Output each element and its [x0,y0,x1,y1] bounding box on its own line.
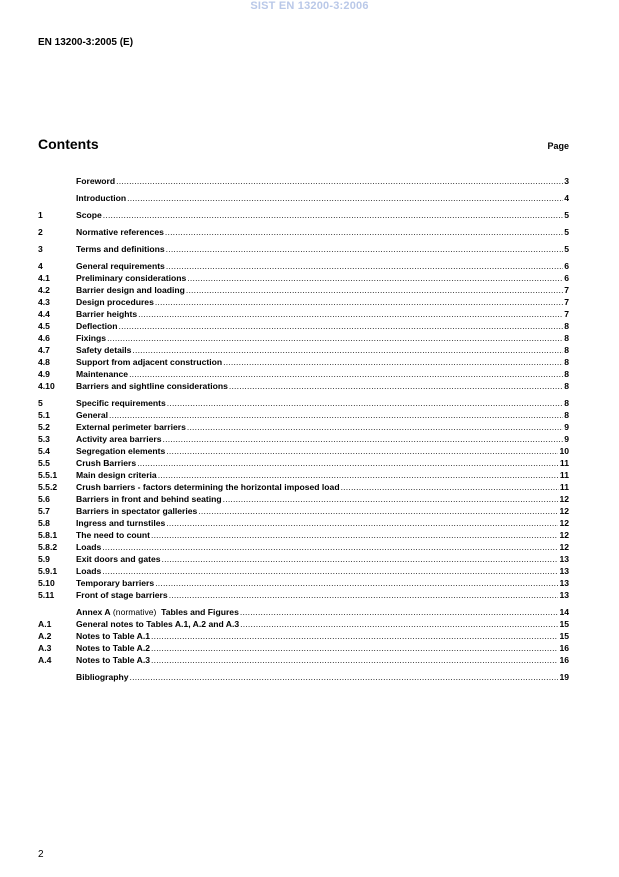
toc-dot-leader [116,175,563,187]
document-id: EN 13200-3:2005 (E) [38,37,134,48]
toc-entry-title-wrap [76,445,165,457]
toc-entry-page: 11 [559,458,569,468]
toc-entry[interactable] [38,553,569,565]
toc-entry-title-wrap [76,529,150,541]
toc-entry-title: Notes to Table A.1 [76,631,151,641]
toc-entry[interactable] [38,589,569,601]
toc-dot-leader [102,541,558,553]
toc-entry-title-wrap [76,577,154,589]
toc-entry[interactable] [38,541,569,553]
toc-entry-page: 11 [559,482,569,492]
toc-entry-title-wrap [76,565,101,577]
toc-entry[interactable] [38,296,569,308]
toc-entry[interactable] [38,344,569,356]
toc-dot-leader [198,505,558,517]
toc-entry-number: A.2 [38,631,52,641]
toc-entry-page: 6 [564,273,569,283]
toc-entry-title: Crush Barriers [76,458,137,468]
toc-entry-page: 13 [559,590,569,600]
toc-group [38,209,569,221]
toc-entry-title: Main design criteria [76,470,157,480]
toc-entry-page: 6 [564,261,569,271]
toc-entry-title-wrap [76,368,128,380]
toc-entry[interactable] [38,380,569,392]
toc-entry[interactable] [38,577,569,589]
toc-entry[interactable] [38,445,569,457]
toc-entry[interactable] [38,505,569,517]
toc-entry-title-wrap [76,517,165,529]
toc-entry-page: 12 [559,506,569,516]
toc-dot-leader [166,243,564,255]
toc-entry-page: 8 [564,345,569,355]
toc-entry-title-wrap [76,175,115,187]
toc-entry[interactable] [38,421,569,433]
toc-entry-title-wrap [76,356,222,368]
toc-group [38,175,569,187]
toc-entry-title-wrap [76,397,166,409]
toc-entry[interactable] [38,481,569,493]
toc-entry[interactable] [38,320,569,332]
toc-entry[interactable] [38,243,569,255]
toc-dot-leader [103,209,563,221]
toc-dot-leader [341,481,559,493]
toc-entry-number: 5.8 [38,518,50,528]
toc-dot-leader [186,284,563,296]
toc-entry[interactable] [38,308,569,320]
toc-entry-page: 15 [559,619,569,629]
toc-entry[interactable] [38,260,569,272]
toc-entry[interactable] [38,284,569,296]
toc-entry-title: Barriers in front and behind seating [76,494,222,504]
toc-entry-title: Design procedures [76,297,154,307]
toc-entry-number: 5.8.1 [38,530,58,540]
toc-dot-leader [229,380,563,392]
toc-entry-title: Support from adjacent construction [76,357,223,367]
toc-entry-number: 5.10 [38,578,55,588]
toc-dot-leader [155,577,558,589]
toc-dot-leader [151,630,558,642]
toc-entry-title: Deflection [76,321,118,331]
toc-entry-page: 16 [559,643,569,653]
toc-entry-title-wrap [76,553,161,565]
toc-dot-leader [223,356,563,368]
toc-entry-title-wrap [76,243,165,255]
toc-dot-leader [187,421,563,433]
toc-entry-title-wrap [76,481,340,493]
toc-dot-leader [132,344,563,356]
toc-entry-title: Safety details [76,345,132,355]
toc-entry-page: 13 [559,578,569,588]
toc-entry-title-wrap [76,332,106,344]
toc-entry-number: 2 [38,227,43,237]
toc-entry[interactable] [38,642,569,654]
toc-group [38,226,569,238]
toc-entry-title: General requirements [76,261,165,271]
toc-entry-title: Loads [76,542,102,552]
toc-dot-leader [163,433,564,445]
toc-entry-page: 5 [564,244,569,254]
toc-entry[interactable] [38,175,569,187]
toc-dot-leader [127,192,563,204]
toc-entry[interactable] [38,493,569,505]
toc-entry-title-wrap [76,618,239,630]
toc-entry-number: 5.4 [38,446,50,456]
toc-entry[interactable] [38,209,569,221]
toc-entry-page: 16 [559,655,569,665]
toc-entry-number: 4.10 [38,381,55,391]
toc-entry-title: Terms and definitions [76,244,165,254]
toc-entry-page: 7 [564,309,569,319]
toc-entry-number: 5.9 [38,554,50,564]
toc-entry-title: The need to count [76,530,150,540]
watermark: SIST EN 13200-3:2006 [250,0,369,12]
toc-entry-title-wrap [76,630,150,642]
toc-entry-title: Scope [76,210,102,220]
toc-entry-page: 8 [564,357,569,367]
toc-entry-page: 14 [559,607,569,617]
toc-entry-page: 3 [564,176,569,186]
toc-entry[interactable] [38,272,569,284]
toc-entry-title-wrap [76,457,136,469]
toc-entry-title: Barrier heights [76,309,138,319]
toc-dot-leader [167,397,563,409]
toc-entry-title-wrap [76,209,102,221]
toc-entry-title-wrap [76,505,197,517]
toc-entry-title: Temporary barriers [76,578,155,588]
toc-entry-title-wrap [76,284,185,296]
toc-group [38,243,569,255]
toc-entry-title-wrap [76,409,108,421]
toc-entry-title: Loads [76,566,102,576]
toc-entry-page: 7 [564,297,569,307]
toc-entry-title-wrap [76,192,126,204]
toc-dot-leader [138,308,563,320]
toc-dot-leader [240,606,559,618]
toc-entry-title: Segregation elements [76,446,166,456]
toc-entry-number: 4.1 [38,273,50,283]
toc-entry-title-wrap [76,320,118,332]
toc-entry-page: 9 [564,422,569,432]
toc-entry-title-wrap [76,421,186,433]
toc-entry-title: Annex A [76,607,111,617]
toc-entry-number: A.3 [38,643,52,653]
toc-entry-title-wrap [76,296,154,308]
toc-entry-page: 5 [564,227,569,237]
toc-entry-page: 8 [564,398,569,408]
toc-entry-number: 5.8.2 [38,542,58,552]
toc-entry[interactable] [38,671,569,683]
toc-group [38,671,569,683]
toc-dot-leader [223,493,559,505]
toc-entry-number: 5.2 [38,422,50,432]
toc-entry-title-wrap [76,493,222,505]
footer-page-number: 2 [38,849,44,860]
toc-dot-leader [151,654,558,666]
toc-group [38,397,569,601]
toc-dot-leader [119,320,564,332]
toc-entry[interactable] [38,457,569,469]
toc-entry[interactable] [38,433,569,445]
toc-dot-leader [187,272,563,284]
toc-entry-number: 4.2 [38,285,50,295]
toc-dot-leader [155,296,563,308]
toc-entry-number: 4.5 [38,321,50,331]
toc-dot-leader [166,260,563,272]
toc-entry-title-wrap [76,344,131,356]
toc-entry[interactable] [38,368,569,380]
toc-dot-leader [151,642,558,654]
toc-entry-title: Barrier design and loading [76,285,185,295]
toc-group [38,192,569,204]
toc-group [38,260,569,392]
toc-entry-title: Notes to Table A.3 [76,655,151,665]
toc-entry-page: 8 [564,369,569,379]
toc-entry-number: 4.8 [38,357,50,367]
toc-entry-page: 19 [559,672,569,682]
toc-entry-title-wrap [76,654,150,666]
toc-dot-leader [109,409,563,421]
toc-dot-leader [158,469,559,481]
toc-entry-number: 5.5.2 [38,482,58,492]
toc-entry-annex-type: (normative) [110,607,157,617]
toc-dot-leader [107,332,563,344]
toc-dot-leader [129,368,563,380]
toc-entry-number: 5.9.1 [38,566,58,576]
toc-entry-page: 11 [559,470,569,480]
toc-entry-number: A.1 [38,619,52,629]
toc-entry-number: 5.1 [38,410,50,420]
toc-entry-title: Notes to Table A.2 [76,643,151,653]
toc-entry-title-wrap [76,606,239,618]
toc-entry-title-wrap [76,272,186,284]
toc-entry[interactable] [38,332,569,344]
toc-entry[interactable] [38,397,569,409]
toc-entry-number: 5.6 [38,494,50,504]
toc-entry-title-wrap [76,589,168,601]
toc-entry-number: 5.11 [38,590,55,600]
toc-dot-leader [151,529,558,541]
toc-entry-number: 4.3 [38,297,50,307]
toc-entry-title: Ingress and turnstiles [76,518,166,528]
toc-entry[interactable] [38,606,569,618]
toc-dot-leader [169,589,559,601]
toc-entry-number: A.4 [38,655,52,665]
toc-entry-number: 4.9 [38,369,50,379]
toc-entry-title: Preliminary considerations [76,273,187,283]
toc-entry-title: Maintenance [76,369,129,379]
toc-entry-page: 15 [559,631,569,641]
page-column-label: Page [547,141,569,151]
toc-entry-page: 8 [564,410,569,420]
toc-entry[interactable] [38,630,569,642]
toc-entry-title: Crush barriers - factors determining the horizontal imposed load [76,482,340,492]
toc-entry-page: 12 [559,518,569,528]
toc-entry[interactable] [38,356,569,368]
toc-entry-number: 5 [38,398,43,408]
toc-entry-page: 8 [564,381,569,391]
contents-title: Contents [38,136,99,152]
toc-entry-page: 12 [559,530,569,540]
toc-entry[interactable] [38,469,569,481]
toc-entry-title: Activity area barriers [76,434,162,444]
toc-entry-number: 4.7 [38,345,50,355]
toc-entry-number: 3 [38,244,43,254]
toc-entry-title: Front of stage barriers [76,590,168,600]
toc-entry-number: 1 [38,210,43,220]
toc-dot-leader [166,517,558,529]
toc-entry-number: 4.6 [38,333,50,343]
toc-dot-leader [102,565,558,577]
toc-entry-title: External perimeter barriers [76,422,186,432]
toc-entry-page: 7 [564,285,569,295]
toc-entry[interactable] [38,565,569,577]
toc-entry-title-wrap [76,226,164,238]
toc-entry[interactable] [38,618,569,630]
toc-entry-title: General notes to Tables A.1, A.2 and A.3 [76,619,240,629]
toc-entry-title-wrap [76,308,137,320]
toc-entry[interactable] [38,409,569,421]
toc-entry[interactable] [38,226,569,238]
toc-entry-title-wrap [76,433,162,445]
toc-entry-title: General [76,410,109,420]
toc-entry-page: 12 [559,542,569,552]
toc-entry-page: 13 [559,566,569,576]
toc-dot-leader [165,226,563,238]
toc-entry-number: 4 [38,261,43,271]
toc-entry-title: Normative references [76,227,164,237]
toc-entry-page: 4 [564,193,569,203]
toc-entry[interactable] [38,529,569,541]
toc-entry-page: 12 [559,494,569,504]
toc-entry-page: 13 [559,554,569,564]
toc-entry-title: Barriers and sightline considerations [76,381,228,391]
toc-entry-title-wrap [76,469,157,481]
table-of-contents [38,175,569,688]
toc-entry-page: 5 [564,210,569,220]
toc-entry-number: 5.3 [38,434,50,444]
toc-entry-page: 9 [564,434,569,444]
toc-entry-number: 5.7 [38,506,50,516]
toc-entry-title-tail: Tables and Figures [156,607,239,617]
toc-entry-number: 5.5.1 [38,470,58,480]
toc-dot-leader [130,671,559,683]
toc-entry-title-wrap [76,642,150,654]
toc-dot-leader [137,457,559,469]
toc-entry-title-wrap [76,380,228,392]
toc-entry-page: 10 [559,446,569,456]
toc-entry-page: 8 [564,333,569,343]
toc-entry-title: Exit doors and gates [76,554,161,564]
toc-entry[interactable] [38,654,569,666]
toc-entry-number: 4.4 [38,309,50,319]
toc-entry-title-wrap [76,260,165,272]
toc-entry-title-wrap [76,541,101,553]
toc-entry-page: 8 [564,321,569,331]
toc-entry[interactable] [38,517,569,529]
toc-entry-title: Specific requirements [76,398,166,408]
toc-dot-leader [240,618,558,630]
toc-entry-title: Foreword [76,176,116,186]
toc-dot-leader [162,553,559,565]
toc-entry-title: Fixings [76,333,107,343]
toc-entry-title: Bibliography [76,672,129,682]
toc-entry-title: Introduction [76,193,127,203]
toc-entry-number: 5.5 [38,458,50,468]
toc-group [38,606,569,666]
toc-entry[interactable] [38,192,569,204]
toc-dot-leader [166,445,558,457]
toc-entry-title-wrap [76,671,129,683]
toc-entry-title: Barriers in spectator galleries [76,506,198,516]
